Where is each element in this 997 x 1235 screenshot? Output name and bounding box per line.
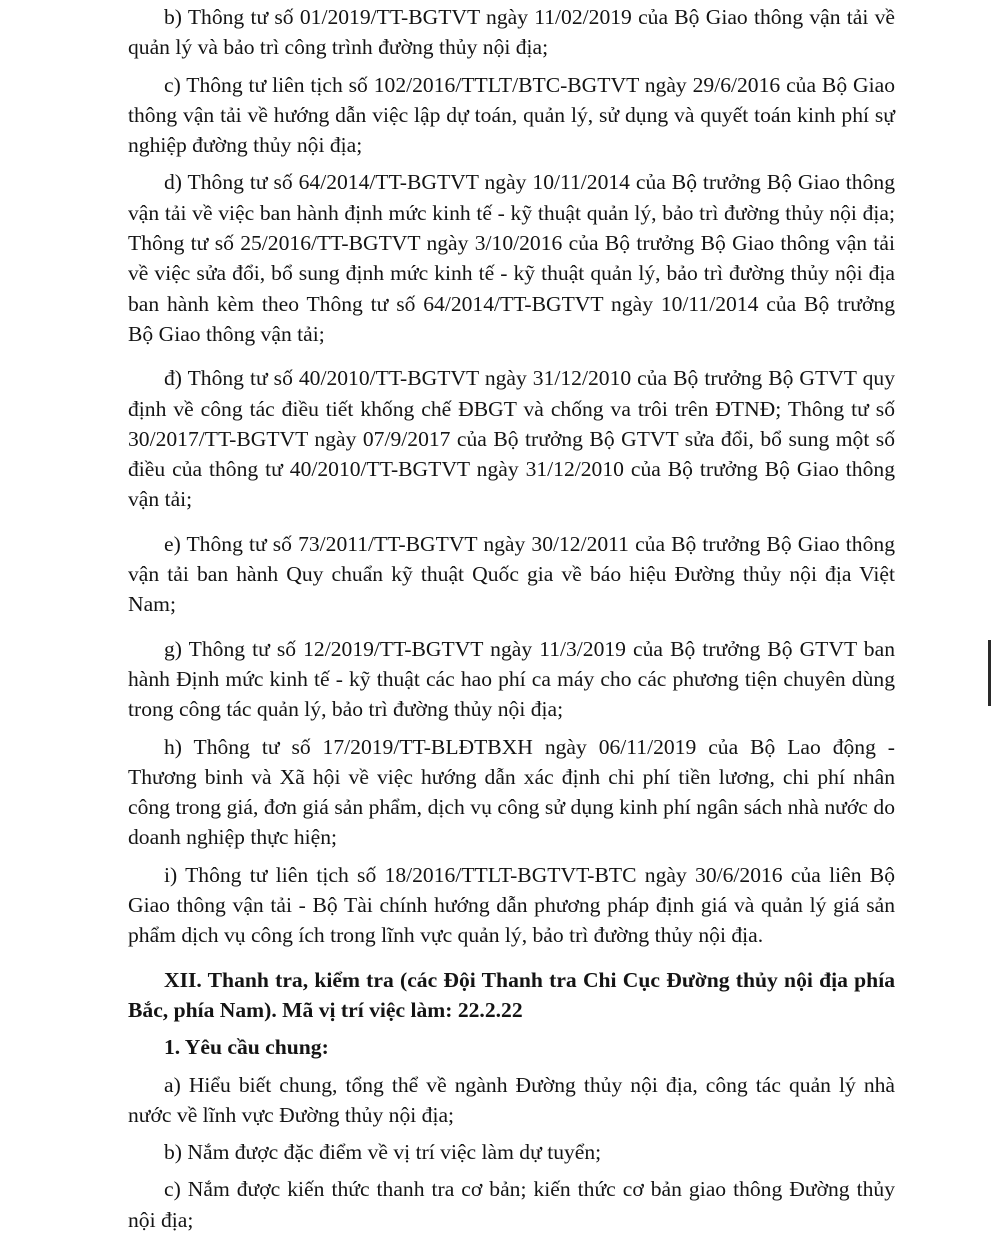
paragraph-i: i) Thông tư liên tịch số 18/2016/TTLT-BGTVT-BTC ngày 30/6/2016 của liên Bộ Giao thông vận tải - Bộ Tài chính hướng dẫn phương pháp định giá và quản lý giá sản phẩm dịch vụ công ích trong lĩnh vực quản lý, bảo trì đường thủy nội địa. <box>128 862 895 948</box>
requirement-b: b) Nắm được đặc điểm về vị trí việc làm dự tuyển; <box>164 1140 602 1165</box>
requirement-a: a) Hiểu biết chung, tổng thể về ngành Đường thủy nội địa, công tác quản lý nhà nước về lĩnh vực Đường thủy nội địa; <box>128 1072 895 1127</box>
scan-edge-mark <box>988 640 991 706</box>
subsection-heading: 1. Yêu cầu chung: <box>164 1035 329 1060</box>
paragraph-e: e) Thông tư số 73/2011/TT-BGTVT ngày 30/12/2011 của Bộ trưởng Bộ Giao thông vận tải ban hành Quy chuẩn kỹ thuật Quốc gia về báo hiệu Đường thủy nội địa Việt Nam; <box>128 531 895 617</box>
paragraph-dd: đ) Thông tư số 40/2010/TT-BGTVT ngày 31/12/2010 của Bộ trưởng Bộ GTVT quy định về công tác điều tiết khống chế ĐBGT và chống va trôi trên ĐTNĐ; Thông tư số 30/2017/TT-BGTVT ngày 07/9/2017 của Bộ trưởng Bộ GTVT sửa đổi, bổ sung một số điều của thông tư 40/2010/TT-BGTVT ngày 31/12/2010 của Bộ trưởng Bộ Giao thông vận tải; <box>128 366 895 512</box>
paragraph-c: c) Thông tư liên tịch số 102/2016/TTLT/BTC-BGTVT ngày 29/6/2016 của Bộ Giao thông vận tải về hướng dẫn việc lập dự toán, quản lý, sử dụng và quyết toán kinh phí sự nghiệp đường thủy nội địa; <box>128 72 895 158</box>
section-heading: XII. Thanh tra, kiểm tra (các Đội Thanh tra Chi Cục Đường thủy nội địa phía Bắc, phía Nam). Mã vị trí việc làm: 22.2.22 <box>128 967 895 1022</box>
paragraph-d: d) Thông tư số 64/2014/TT-BGTVT ngày 10/11/2014 của Bộ trưởng Bộ Giao thông vận tải về việc ban hành định mức kinh tế - kỹ thuật quản lý, bảo trì đường thủy nội địa; Thông tư số 25/2016/TT-BGTVT ngày 3/10/2016 của Bộ trưởng Bộ Giao thông vận tải về việc sửa đổi, bổ sung định mức kinh tế - kỹ thuật quản lý, bảo trì đường thủy nội địa ban hành kèm theo Thông tư số 64/2014/TT-BGTVT ngày 10/11/2014 của Bộ trưởng Bộ Giao thông vận tải; <box>128 170 895 346</box>
document-page <box>128 2 895 1235</box>
paragraph-b: b) Thông tư số 01/2019/TT-BGTVT ngày 11/02/2019 của Bộ Giao thông vận tải về quản lý và bảo trì công trình đường thủy nội địa; <box>128 5 895 60</box>
requirement-c: c) Nắm được kiến thức thanh tra cơ bản; kiến thức cơ bản giao thông Đường thủy nội địa; <box>128 1177 895 1232</box>
paragraph-g: g) Thông tư số 12/2019/TT-BGTVT ngày 11/3/2019 của Bộ trưởng Bộ GTVT ban hành Định mức kinh tế - kỹ thuật các hao phí ca máy cho các phương tiện chuyên dùng trong công tác quản lý, bảo trì đường thủy nội địa; <box>128 636 895 722</box>
paragraph-h: h) Thông tư số 17/2019/TT-BLĐTBXH ngày 06/11/2019 của Bộ Lao động - Thương binh và Xã hội về việc hướng dẫn xác định chi phí tiền lương, chi phí nhân công trong giá, đơn giá sản phẩm, dịch vụ công sử dụng kinh phí ngân sách nhà nước do doanh nghiệp thực hiện; <box>128 734 895 850</box>
